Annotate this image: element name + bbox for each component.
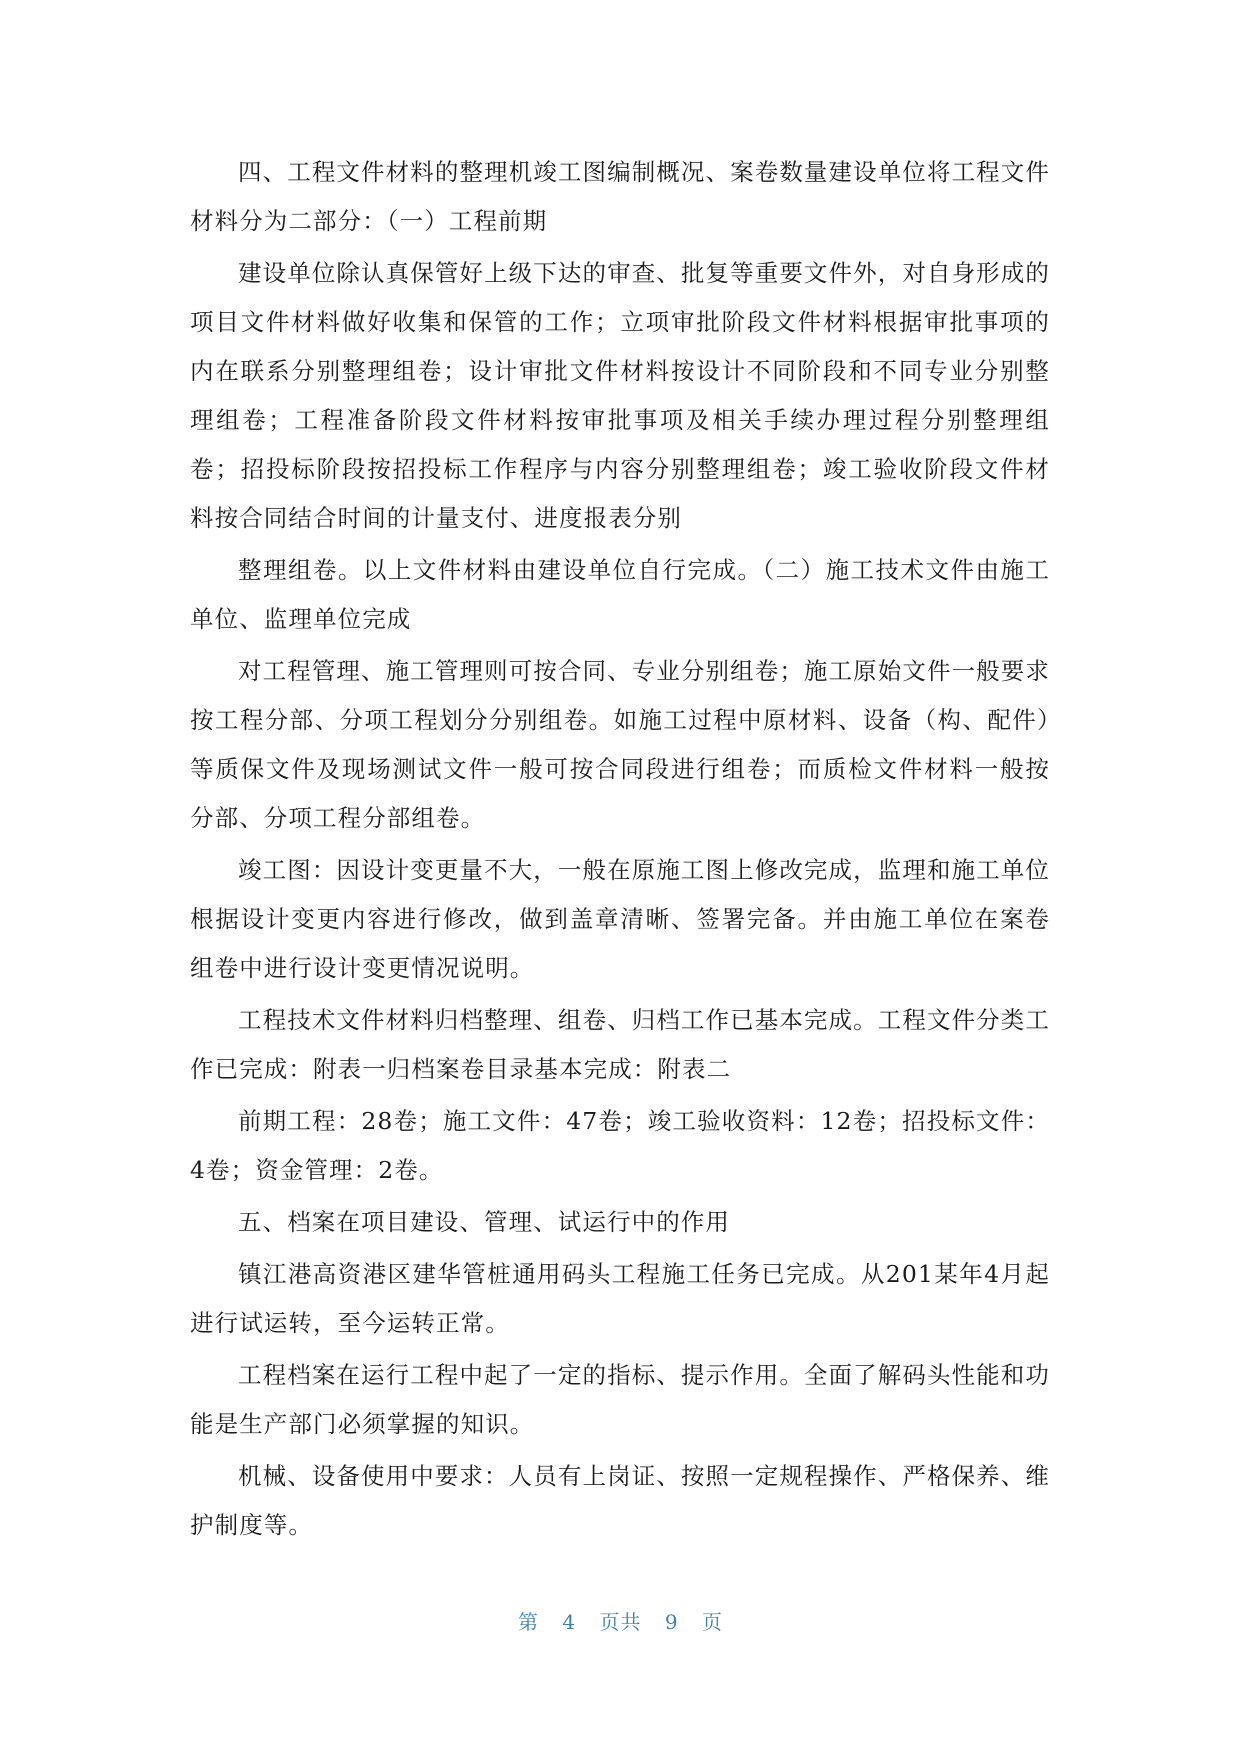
- paragraph: 竣工图：因设计变更量不大，一般在原施工图上修改完成，监理和施工单位根据设计变更内容进行修改，做到盖章清晰、签署完备。并由施工单位在案卷组卷中进行设计变更情况说明。: [190, 856, 1050, 982]
- paragraph: 五、档案在项目建设、管理、试运行中的作用: [238, 1208, 730, 1236]
- footer-middle: 页共: [599, 1610, 642, 1634]
- footer-suffix: 页: [701, 1610, 723, 1634]
- footer-prefix: 第: [518, 1610, 540, 1634]
- paragraph: 整理组卷。以上文件材料由建设单位自行完成。（二）施工技术文件由施工单位、监理单位完成: [190, 556, 1050, 633]
- paragraph: 建设单位除认真保管好上级下达的审查、批复等重要文件外，对自身形成的项目文件材料做好收集和保管的工作；立项审批阶段文件材料根据审批事项的内在联系分别整理组卷；设计审批文件材料按设计不同阶段和不同专业分别整理组卷；工程准备阶段文件材料按审批事项及相关手续办理过程分别整理组卷；招投标阶段按招投标工作程序与内容分别整理组卷；竣工验收阶段文件材料按合同结合时间的计量支付、进度报表分别: [190, 259, 1050, 532]
- paragraph: 镇江港高资港区建华管桩通用码头工程施工任务已完成。从201某年4月起进行试运转，至今运转正常。: [190, 1260, 1050, 1337]
- footer-total-pages: 9: [664, 1610, 679, 1634]
- document-body: [190, 148, 1050, 1553]
- paragraph: 工程档案在运行工程中起了一定的指标、提示作用。全面了解码头性能和功能是生产部门必须掌握的知识。: [190, 1361, 1050, 1438]
- footer-current-page: 4: [562, 1610, 577, 1634]
- page-footer: [0, 1606, 1241, 1635]
- paragraph: 对工程管理、施工管理则可按合同、专业分别组卷；施工原始文件一般要求按工程分部、分项工程划分分别组卷。如施工过程中原材料、设备（构、配件）等质保文件及现场测试文件一般可按合同段进行组卷；而质检文件材料一般按分部、分项工程分部组卷。: [190, 657, 1050, 832]
- paragraph: 工程技术文件材料归档整理、组卷、归档工作已基本完成。工程文件分类工作已完成：附表一归档案卷目录基本完成：附表二: [190, 1006, 1050, 1083]
- paragraph: 机械、设备使用中要求：人员有上岗证、按照一定规程操作、严格保养、维护制度等。: [190, 1462, 1050, 1539]
- paragraph: 前期工程：28卷；施工文件：47卷；竣工验收资料：12卷；招投标文件：4卷；资金管理：2卷。: [190, 1107, 1050, 1184]
- paragraph: 四、工程文件材料的整理机竣工图编制概况、案卷数量建设单位将工程文件材料分为二部分：（一）工程前期: [190, 158, 1050, 235]
